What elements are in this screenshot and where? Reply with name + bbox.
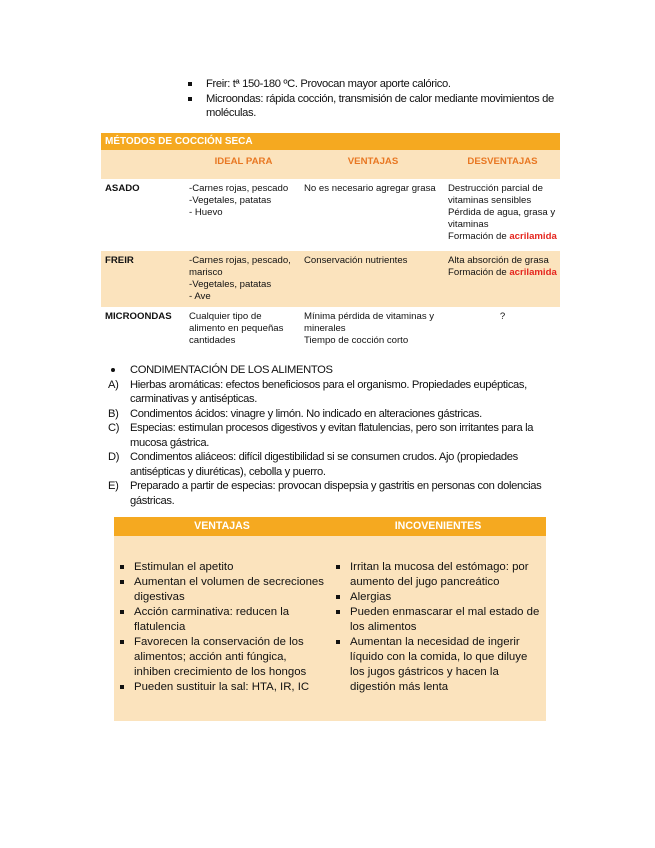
header-ventajas-box: VENTAJAS: [194, 520, 250, 532]
list-item: Aumentan el volumen de secreciones digestivas: [120, 575, 324, 605]
list-item: Irritan la mucosa del estómago: por aumento del jugo pancreático: [336, 560, 540, 590]
desventajas-cell: Destrucción parcial de vitaminas sensibles Pérdida de agua, grasa y vitaminas Formación de acrilamida: [448, 183, 557, 242]
list-item: Pueden enmascarar el mal estado de los alimentos: [336, 605, 540, 635]
ventajas-cell: Conservación nutrientes: [304, 255, 408, 266]
list-item: D) Condimentos aliáceos: difícil digestibilidad si se consumen crudos. Ajo (propiedades antisépticas y diuréticas), cebolla y puerro.: [108, 451, 518, 478]
header-inconvenientes-box: INCOVENIENTES: [394, 520, 482, 532]
methods-table: [101, 133, 560, 351]
table-row-microondas: [101, 307, 560, 351]
inconvenientes-column: [330, 560, 546, 695]
ventajas-cell: Mínima pérdida de vitaminas y minerales Tiempo de cocción corto: [304, 311, 435, 346]
ideal-cell: -Carnes rojas, pescado, marisco -Vegetales, patatas - Ave: [189, 255, 291, 302]
list-item: B) Condimentos ácidos: vinagre y limón. No indicado en alteraciones gástricas.: [108, 407, 482, 420]
list-item: Pueden sustituir la sal: HTA, IR, IC: [120, 680, 324, 695]
list-item: A) Hierbas aromáticas: efectos beneficiosos para el organismo. Propiedades eupépticas, carminativas y antisépticas.: [108, 378, 527, 405]
ventajas-cell: No es necesario agregar grasa: [304, 183, 436, 194]
condimentacion-heading: CONDIMENTACIÓN DE LOS ALIMENTOS: [108, 363, 563, 378]
top-bullet-list: [188, 77, 568, 121]
ideal-cell: Cualquier tipo de alimento en pequeñas cantidades: [189, 311, 284, 346]
bullet-freir: Freir: tª 150-180 ºC. Provocan mayor aporte calórico.: [188, 77, 568, 92]
list-item: Favorecen la conservación de los alimentos; acción anti fúngica, inhiben crecimiento de los hongos: [120, 635, 324, 680]
methods-table-title: MÉTODOS DE COCCIÓN SECA: [101, 133, 560, 150]
method-name: FREIR: [105, 255, 134, 266]
method-name: ASADO: [105, 183, 140, 194]
table-row-asado: [101, 179, 560, 251]
acrilamida-highlight: acrilamida: [509, 231, 557, 242]
desventajas-cell: Alta absorción de grasa Formación de acrilamida: [448, 255, 557, 278]
header-desventajas: DESVENTAJAS: [467, 156, 538, 167]
list-item: Acción carminativa: reducen la flatulencia: [120, 605, 324, 635]
list-item: Estimulan el apetito: [120, 560, 324, 575]
method-name: MICROONDAS: [105, 311, 172, 322]
list-item: C) Especias: estimulan procesos digestivos y evitan flatulencias, pero son irritantes para la mucosa gástrica.: [108, 422, 534, 449]
ventajas-column: [114, 560, 330, 695]
list-item: Aumentan la necesidad de ingerir líquido con la comida, lo que diluye los jugos gástricos y hacen la digestión más lenta: [336, 635, 540, 695]
ideal-cell: -Carnes rojas, pescado -Vegetales, patatas - Huevo: [189, 183, 289, 218]
condimentacion-section: [108, 363, 563, 508]
bullet-microondas: Microondas: rápida cocción, transmisión de calor mediante movimientos de moléculas.: [188, 92, 568, 121]
list-item: E) Preparado a partir de especias: provocan dispepsia y gastritis en personas con dolencias gástricas.: [108, 480, 542, 507]
table-row-freir: [101, 251, 560, 307]
methods-table-header: [101, 150, 560, 179]
desventajas-cell: ?: [499, 311, 506, 322]
header-ideal: IDEAL PARA: [214, 156, 273, 167]
list-item: Alergias: [336, 590, 540, 605]
ventajas-inconvenientes-box: [114, 517, 546, 721]
header-ventajas: VENTAJAS: [347, 156, 399, 167]
acrilamida-highlight: acrilamida: [509, 267, 557, 278]
ventajas-box-header: [114, 517, 546, 536]
